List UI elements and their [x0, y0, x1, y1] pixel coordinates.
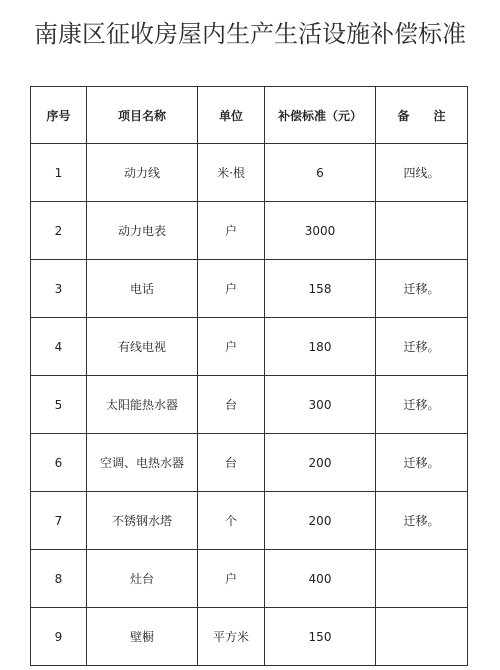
compensation-table	[30, 86, 468, 666]
table-row	[31, 260, 468, 318]
cell-standard: 200	[265, 492, 376, 550]
cell-remark: 四线。	[376, 144, 468, 202]
cell-name: 灶台	[87, 550, 198, 608]
cell-no: 2	[31, 202, 87, 260]
cell-unit: 户	[198, 202, 265, 260]
cell-remark: 迁移。	[376, 492, 468, 550]
cell-no: 6	[31, 434, 87, 492]
cell-standard: 300	[265, 376, 376, 434]
cell-remark: 迁移。	[376, 376, 468, 434]
cell-standard: 6	[265, 144, 376, 202]
table-header-row	[31, 87, 468, 144]
cell-unit: 台	[198, 434, 265, 492]
table-row	[31, 492, 468, 550]
cell-unit: 平方米	[198, 608, 265, 666]
cell-remark	[376, 550, 468, 608]
header-remark: 备 注	[376, 87, 468, 144]
cell-unit: 台	[198, 376, 265, 434]
cell-remark: 迁移。	[376, 260, 468, 318]
cell-name: 电话	[87, 260, 198, 318]
cell-standard: 3000	[265, 202, 376, 260]
header-no: 序号	[31, 87, 87, 144]
cell-remark	[376, 202, 468, 260]
cell-unit: 户	[198, 260, 265, 318]
cell-name: 不锈钢水塔	[87, 492, 198, 550]
cell-standard: 180	[265, 318, 376, 376]
cell-no: 7	[31, 492, 87, 550]
cell-name: 动力线	[87, 144, 198, 202]
cell-unit: 户	[198, 318, 265, 376]
cell-name: 壁橱	[87, 608, 198, 666]
table-row	[31, 550, 468, 608]
cell-remark	[376, 608, 468, 666]
cell-name: 动力电表	[87, 202, 198, 260]
cell-unit: 个	[198, 492, 265, 550]
table-row	[31, 144, 468, 202]
header-name: 项目名称	[87, 87, 198, 144]
cell-standard: 200	[265, 434, 376, 492]
cell-no: 4	[31, 318, 87, 376]
document-title: 南康区征收房屋内生产生活设施补偿标准	[34, 20, 466, 48]
table-body	[31, 144, 468, 666]
cell-unit: 米·根	[198, 144, 265, 202]
cell-name: 空调、电热水器	[87, 434, 198, 492]
table-row	[31, 434, 468, 492]
cell-remark: 迁移。	[376, 434, 468, 492]
cell-standard: 158	[265, 260, 376, 318]
table-row	[31, 376, 468, 434]
cell-no: 8	[31, 550, 87, 608]
table-row	[31, 608, 468, 666]
table-row	[31, 202, 468, 260]
cell-no: 1	[31, 144, 87, 202]
cell-name: 太阳能热水器	[87, 376, 198, 434]
header-unit: 单位	[198, 87, 265, 144]
cell-standard: 400	[265, 550, 376, 608]
header-standard: 补偿标准（元）	[265, 87, 376, 144]
cell-remark: 迁移。	[376, 318, 468, 376]
cell-no: 3	[31, 260, 87, 318]
cell-no: 9	[31, 608, 87, 666]
cell-unit: 户	[198, 550, 265, 608]
cell-name: 有线电视	[87, 318, 198, 376]
compensation-table-container	[30, 86, 468, 666]
table-row	[31, 318, 468, 376]
cell-no: 5	[31, 376, 87, 434]
cell-standard: 150	[265, 608, 376, 666]
